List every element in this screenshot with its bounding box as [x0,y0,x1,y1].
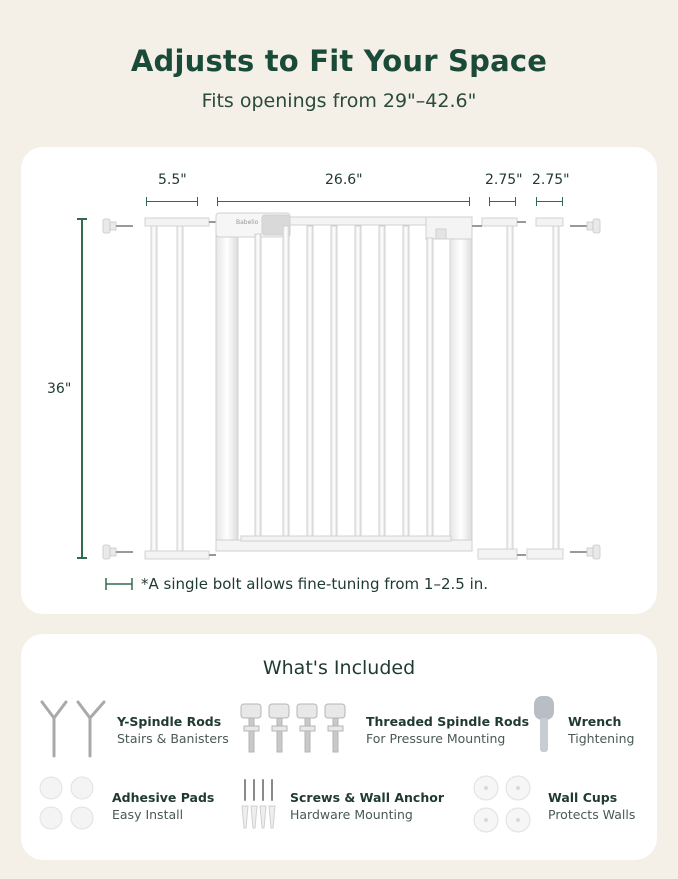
item-desc-threaded-spindle-rods: For Pressure Mounting [366,731,506,746]
dim-label-extension-right-2: 2.75" [532,172,570,188]
item-desc-wall-cups: Protects Walls [548,807,636,822]
whats-included-title: What's Included [262,657,416,679]
bolt-marker [106,578,132,590]
extension-panel-left [145,218,216,559]
extension-panel-right-1 [472,218,526,559]
main-gate-frame [216,213,472,551]
fine-tuning-note: *A single bolt allows fine-tuning from 1–2.5 in. [141,575,489,593]
adhesive-pads-icon [37,776,97,832]
item-name-threaded-spindle-rods: Threaded Spindle Rods [366,714,530,729]
item-name-y-spindle-rods: Y-Spindle Rods [117,714,222,729]
extension-panel-right-2 [527,218,563,559]
dim-label-gate-width: 26.6" [325,172,363,188]
dim-label-height: 36" [47,381,72,397]
svg-text:Babelio: Babelio [236,219,259,226]
spindle-rod-top-left [103,219,133,233]
item-desc-y-spindle-rods: Stairs & Banisters [117,731,229,746]
dim-label-extension-left: 5.5" [158,172,187,188]
dim-label-extension-right-1: 2.75" [485,172,523,188]
screws-icon [238,776,278,832]
item-name-screws: Screws & Wall Anchor [290,790,444,805]
item-name-wrench: Wrench [568,714,622,729]
threaded-spindle-rods-icon [237,700,357,756]
item-name-adhesive-pads: Adhesive Pads [112,790,215,805]
spindle-rod-bottom-left [103,545,133,559]
item-name-wall-cups: Wall Cups [548,790,618,805]
page-subtitle: Fits openings from 29"–42.6" [201,90,477,112]
spindle-rod-top-right [570,219,600,233]
wall-cups-icon [471,774,533,834]
item-desc-adhesive-pads: Easy Install [112,807,184,822]
item-desc-wrench: Tightening [568,731,635,746]
item-desc-screws: Hardware Mounting [290,807,413,822]
page-title: Adjusts to Fit Your Space [130,44,548,78]
wrench-icon [530,694,558,756]
main-gate-bars [241,226,451,541]
y-spindle-rods-icon [38,698,110,760]
spindle-rod-bottom-right [570,545,600,559]
